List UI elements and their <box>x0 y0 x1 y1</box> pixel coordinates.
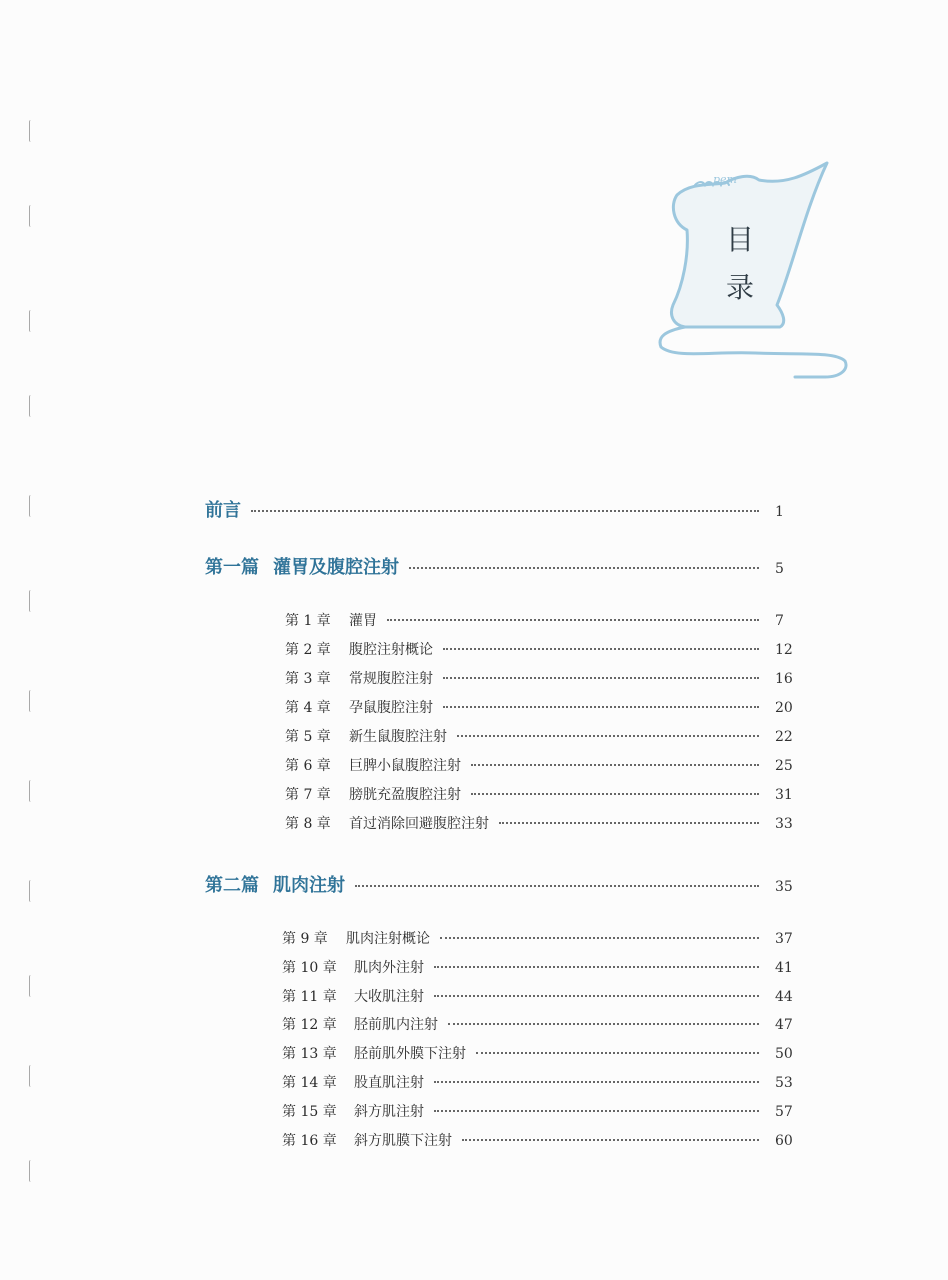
toc-entry-preface[interactable] <box>205 496 795 522</box>
dot-leader <box>251 510 759 512</box>
dot-leader <box>434 966 759 968</box>
page-number: 60 <box>775 1133 793 1149</box>
page-number: 57 <box>775 1104 793 1120</box>
chapter-label: 第 2 章 <box>285 642 331 658</box>
dot-leader <box>443 648 759 650</box>
chapter-label: 第 9 章 <box>282 931 328 947</box>
chapter-label: 第 7 章 <box>285 787 331 803</box>
toc-entry-chapter[interactable] <box>285 813 795 833</box>
chapter-title: 斜方肌膜下注射 <box>354 1133 452 1149</box>
chapter-title: 胫前肌内注射 <box>354 1017 438 1033</box>
toc-title-char-1: 目 <box>725 223 754 256</box>
page-number: 33 <box>775 816 793 832</box>
toc-entry-chapter[interactable] <box>282 1043 795 1063</box>
chapter-title: 斜方肌注射 <box>354 1104 424 1120</box>
page-number: 47 <box>775 1017 793 1033</box>
chapter-title: 膀胱充盈腹腔注射 <box>349 787 461 803</box>
chapter-title: 巨脾小鼠腹腔注射 <box>349 758 461 774</box>
chapter-title: 股直肌注射 <box>354 1075 424 1091</box>
dot-leader <box>499 822 759 824</box>
toc-entry-chapter[interactable] <box>282 1072 795 1092</box>
toc-entry-chapter[interactable] <box>285 755 795 775</box>
chapter-label: 第 13 章 <box>282 1046 337 1062</box>
toc-entry-chapter[interactable] <box>285 610 795 630</box>
dot-leader <box>434 995 759 997</box>
chapter-label: 第 12 章 <box>282 1017 337 1033</box>
page-number: 37 <box>775 931 793 947</box>
dot-leader <box>476 1052 759 1054</box>
chapter-title: 腹腔注射概论 <box>349 642 433 658</box>
dot-leader <box>355 885 759 887</box>
chapter-label: 第 14 章 <box>282 1075 337 1091</box>
dot-leader <box>434 1081 759 1083</box>
chapter-label: 第 16 章 <box>282 1133 337 1149</box>
chapter-title: 肌肉外注射 <box>354 960 424 976</box>
dot-leader <box>440 937 759 939</box>
toc-entry-chapter[interactable] <box>282 986 795 1006</box>
toc-entry-part-1[interactable] <box>205 553 795 579</box>
toc-entry-chapter[interactable] <box>285 639 795 659</box>
page-number: 20 <box>775 700 793 716</box>
chapter-label: 第 3 章 <box>285 671 331 687</box>
page-number: 22 <box>775 729 793 745</box>
toc-entry-chapter[interactable] <box>282 1101 795 1121</box>
part-title: 肌肉注射 <box>273 875 345 896</box>
page-number: 41 <box>775 960 793 976</box>
part-title: 灌胃及腹腔注射 <box>273 557 399 578</box>
toc-entry-chapter[interactable] <box>282 1014 795 1034</box>
chapter-title: 孕鼠腹腔注射 <box>349 700 433 716</box>
toc-entry-chapter[interactable] <box>282 928 795 948</box>
chapter-title: 首过消除回避腹腔注射 <box>349 816 489 832</box>
dot-leader <box>471 793 759 795</box>
chapter-label: 第 1 章 <box>285 613 331 629</box>
page-number: 50 <box>775 1046 793 1062</box>
chapter-title: 胫前肌外膜下注射 <box>354 1046 466 1062</box>
toc-entry-chapter[interactable] <box>282 957 795 977</box>
dot-leader <box>462 1139 759 1141</box>
part-label: 第二篇 <box>205 875 259 896</box>
chapter-label: 第 5 章 <box>285 729 331 745</box>
chapter-label: 第 11 章 <box>282 989 337 1005</box>
page-number: 44 <box>775 989 793 1005</box>
chapter-label: 第 10 章 <box>282 960 337 976</box>
page-number: 25 <box>775 758 793 774</box>
toc-entry-chapter[interactable] <box>282 1130 795 1150</box>
chapter-label: 第 6 章 <box>285 758 331 774</box>
page-number: 12 <box>775 642 793 658</box>
toc-entry-part-2[interactable] <box>205 871 795 897</box>
dot-leader <box>457 735 759 737</box>
dot-leader <box>448 1023 759 1025</box>
page-number: 53 <box>775 1075 793 1091</box>
page-number: 5 <box>775 561 784 577</box>
dot-leader <box>387 619 759 621</box>
dot-leader <box>434 1110 759 1112</box>
dot-leader <box>409 567 759 569</box>
chapter-title: 大收肌注射 <box>354 989 424 1005</box>
dot-leader <box>471 764 759 766</box>
chapter-title: 肌肉注射概论 <box>346 931 430 947</box>
chapter-title: 新生鼠腹腔注射 <box>349 729 447 745</box>
emblem-squiggle: pem <box>713 173 737 186</box>
dot-leader <box>443 706 759 708</box>
toc-entry-chapter[interactable] <box>285 697 795 717</box>
toc-entry-chapter[interactable] <box>285 668 795 688</box>
toc-entry-chapter[interactable] <box>285 784 795 804</box>
page-number: 1 <box>775 504 784 520</box>
part-label: 第一篇 <box>205 557 259 578</box>
chapter-label: 第 8 章 <box>285 816 331 832</box>
page-number: 16 <box>775 671 793 687</box>
preface-title: 前言 <box>205 500 241 521</box>
toc-title-char-2: 录 <box>725 271 754 304</box>
page-number: 31 <box>775 787 793 803</box>
page-number: 35 <box>775 879 793 895</box>
dot-leader <box>443 677 759 679</box>
chapter-label: 第 4 章 <box>285 700 331 716</box>
chapter-title: 灌胃 <box>349 613 377 629</box>
page-number: 7 <box>775 613 784 629</box>
toc-entry-chapter[interactable] <box>285 726 795 746</box>
chapter-title: 常规腹腔注射 <box>349 671 433 687</box>
chapter-label: 第 15 章 <box>282 1104 337 1120</box>
